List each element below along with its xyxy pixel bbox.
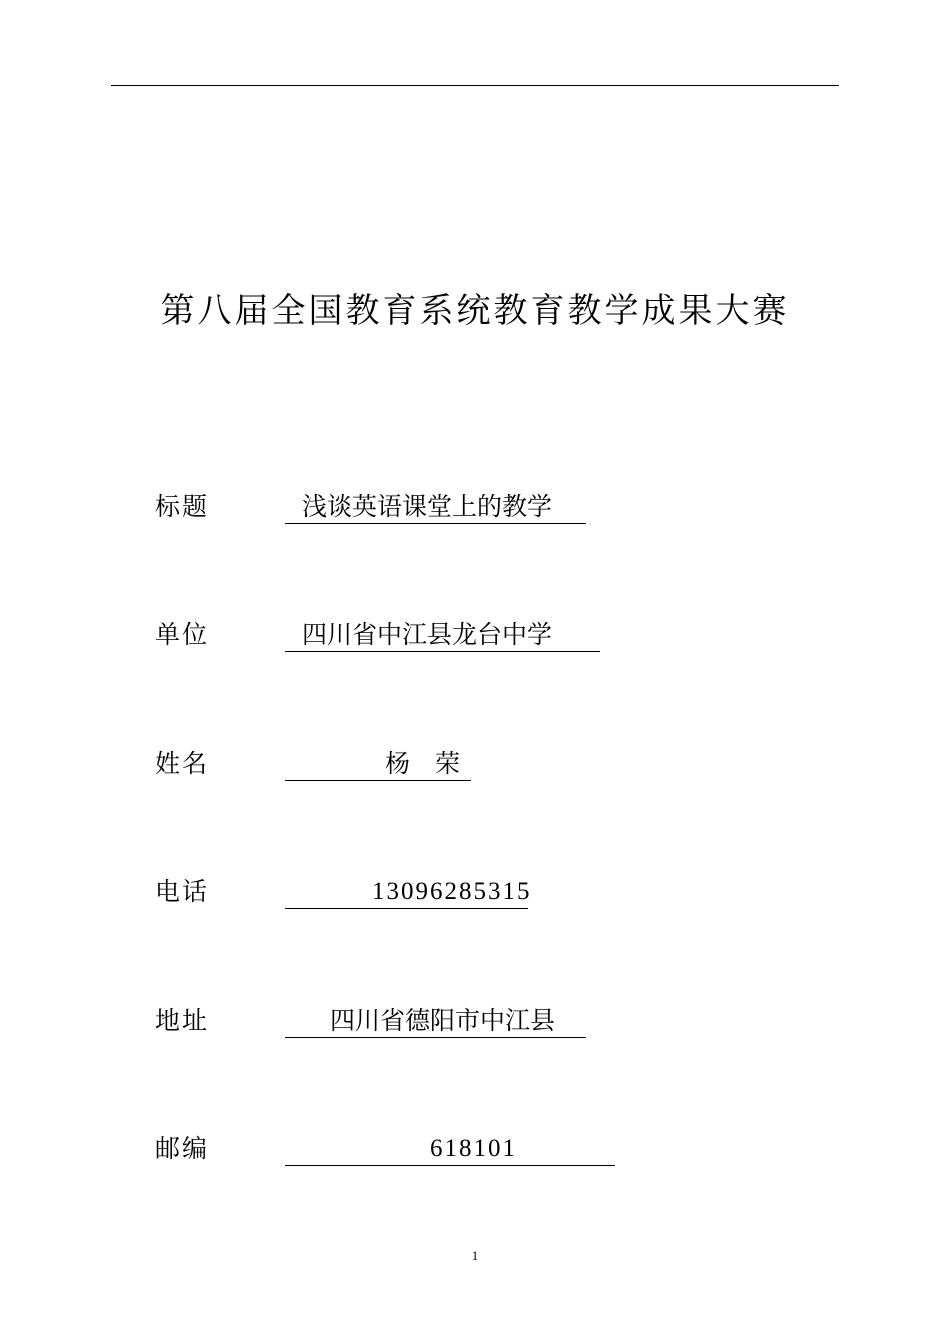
document-title: 第八届全国教育系统教育教学成果大赛 xyxy=(160,291,790,331)
field-label-address: 地址 xyxy=(155,1006,210,1035)
field-value-unit: 四川省中江县龙台中学 xyxy=(285,619,600,652)
field-label-title: 标题 xyxy=(155,492,210,521)
field-value-postcode: 618101 xyxy=(285,1133,615,1166)
field-label-name: 姓名 xyxy=(155,749,210,778)
field-value-name: 杨 荣 xyxy=(285,748,471,781)
field-value-phone: 13096285315 xyxy=(285,876,528,909)
field-label-unit: 单位 xyxy=(155,620,210,649)
field-label-phone: 电话 xyxy=(155,877,210,906)
field-value-address: 四川省德阳市中江县 xyxy=(285,1005,586,1038)
page-number: 1 xyxy=(471,1248,479,1263)
field-label-postcode: 邮编 xyxy=(155,1134,210,1163)
header-rule xyxy=(111,85,839,86)
field-value-title: 浅谈英语课堂上的教学 xyxy=(285,491,586,524)
